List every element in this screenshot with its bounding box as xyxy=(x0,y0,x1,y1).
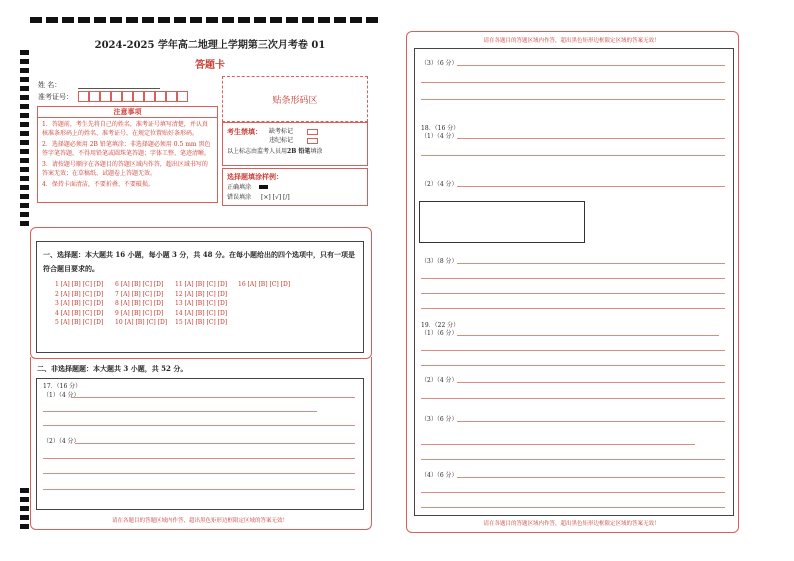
q18-1-label: （1）（4 分） xyxy=(421,133,458,140)
choice-item[interactable]: 13 [A] [B] [C] [D] xyxy=(175,300,228,307)
choice-item[interactable]: 11 [A] [B] [C] [D] xyxy=(175,281,228,288)
timing-marks-top xyxy=(30,17,380,24)
q19-2-label: （2）（4 分） xyxy=(421,377,458,384)
sample-heading: 选择题填涂样例： xyxy=(227,172,283,181)
section1-heading: 一、选择题：本大题共 16 小题，每小题 3 分，共 48 分。在每小题给出的四个选项中，只有一项是符合题目要求的。 xyxy=(43,250,355,273)
choice-item[interactable]: 9 [A] [B] [C] [D] xyxy=(115,309,164,317)
q18-2-label: （2）（4 分） xyxy=(421,181,458,188)
exam-status-label: 考生禁填： xyxy=(227,127,262,136)
status-note-bold: 2B 铅笔 xyxy=(287,148,311,155)
violation-label: 违纪标记 xyxy=(269,137,294,144)
choice-item[interactable]: 1 [A] [B] [C] [D] xyxy=(55,281,104,288)
q17-answer-box[interactable] xyxy=(36,378,364,510)
q19-4-label: （4）（6 分） xyxy=(421,472,458,479)
q18-3-label: （3）（8 分） xyxy=(421,258,458,265)
choice-item[interactable]: 3 [A] [B] [C] [D] xyxy=(55,300,104,307)
q18-drawing-box[interactable] xyxy=(419,201,585,243)
notice-box xyxy=(37,106,218,203)
q19-label: 19．（22 分） xyxy=(421,322,460,329)
section2-heading: 二、非选择题题：本大题共 3 小题，共 52 分。 xyxy=(37,364,188,373)
barcode-area-label: 贴条形码区 xyxy=(272,95,318,106)
status-note-prefix: 以上标志由监考人员用 xyxy=(227,148,288,155)
exam-title: 2024-2025 学年高二地理上学期第三次月考卷 01 xyxy=(94,40,326,51)
choice-item[interactable]: 4 [A] [B] [C] [D] xyxy=(55,309,104,317)
sample-correct-mark xyxy=(259,185,268,189)
choice-item[interactable]: 10 [A] [B] [C] [D] xyxy=(115,319,168,326)
choice-item[interactable]: 8 [A] [B] [C] [D] xyxy=(115,300,164,307)
left-footer-note: 请在各题目的答题区域内作答，超出黑色矩形边框限定区域的答案无效！ xyxy=(111,518,288,524)
name-label: 姓 名： xyxy=(38,81,62,89)
status-note-suffix: 填涂 xyxy=(310,148,323,155)
barcode-area xyxy=(222,76,368,122)
name-field[interactable] xyxy=(78,88,160,89)
choice-item[interactable]: 12 [A] [B] [C] [D] xyxy=(175,290,228,298)
id-label: 准考证号： xyxy=(38,93,73,101)
q17-3-label: （3）（6 分） xyxy=(421,60,458,67)
q19-3-label: （3）（6 分） xyxy=(421,416,458,423)
sample-correct-label: 正确填涂 xyxy=(227,184,252,191)
choice-item[interactable]: 5 [A] [B] [C] [D] xyxy=(55,319,104,326)
sample-wrong-marks: [×] [√] [/] xyxy=(261,194,290,201)
absent-label: 缺考标记 xyxy=(269,128,294,135)
q17-1-label: （1）（4 分） xyxy=(43,392,80,399)
sample-box xyxy=(222,168,368,206)
exam-status-box xyxy=(222,122,368,166)
card-title: 答题卡 xyxy=(195,60,225,71)
q17-2-label: （2）（4 分） xyxy=(43,438,80,445)
q19-1-label: （1）（6 分） xyxy=(421,330,458,337)
sample-wrong-label: 错误填涂 xyxy=(227,194,252,201)
section1-box xyxy=(36,241,364,353)
notice-heading: 注意事项 xyxy=(38,107,217,118)
choice-item[interactable]: 15 [A] [B] [C] [D] xyxy=(175,319,228,326)
q18-label: 18．（16 分） xyxy=(421,125,460,132)
id-number-boxes[interactable] xyxy=(78,91,190,102)
q17-label: 17．（16 分） xyxy=(43,383,82,390)
notice-item: 1．答题前，考生先将自己的姓名，准考证号填写清楚，并认真核准条形码上的姓名、准考证号，在规定位置贴好条形码。 xyxy=(42,121,208,137)
right-footer-note: 请在各题目的答题区域内作答，超出黑色矩形边框限定区域的答案无效！ xyxy=(483,521,660,527)
notice-item: 2．选择题必须用 2B 铅笔填涂；非选择题必须用 0.5 mm 黑色签字笔答题，不得用铅笔或圆珠笔答题；字体工整、笔迹清晰。 xyxy=(42,141,211,157)
choice-item[interactable]: 2 [A] [B] [C] [D] xyxy=(55,290,104,298)
choice-item[interactable]: 16 [A] [B] [C] [D] xyxy=(238,281,291,288)
right-answer-box[interactable] xyxy=(414,48,734,516)
right-header-note: 请在各题目的答题区域内作答，超出黑色矩形边框限定区域的答案无效！ xyxy=(483,38,660,44)
notice-item: 3．请按题号顺序在各题目的答题区域内作答，超出区域书写的答案无效；在草稿纸、试题卷上答题无效。 xyxy=(42,161,208,177)
violation-checkbox[interactable] xyxy=(307,138,318,144)
choice-item[interactable]: 6 [A] [B] [C] [D] xyxy=(115,281,164,288)
absent-checkbox[interactable] xyxy=(307,129,318,135)
choice-item[interactable]: 7 [A] [B] [C] [D] xyxy=(115,290,164,298)
notice-item: 4．保持卡面清洁，不要折叠、不要破损。 xyxy=(42,181,154,188)
choice-item[interactable]: 14 [A] [B] [C] [D] xyxy=(175,309,228,317)
